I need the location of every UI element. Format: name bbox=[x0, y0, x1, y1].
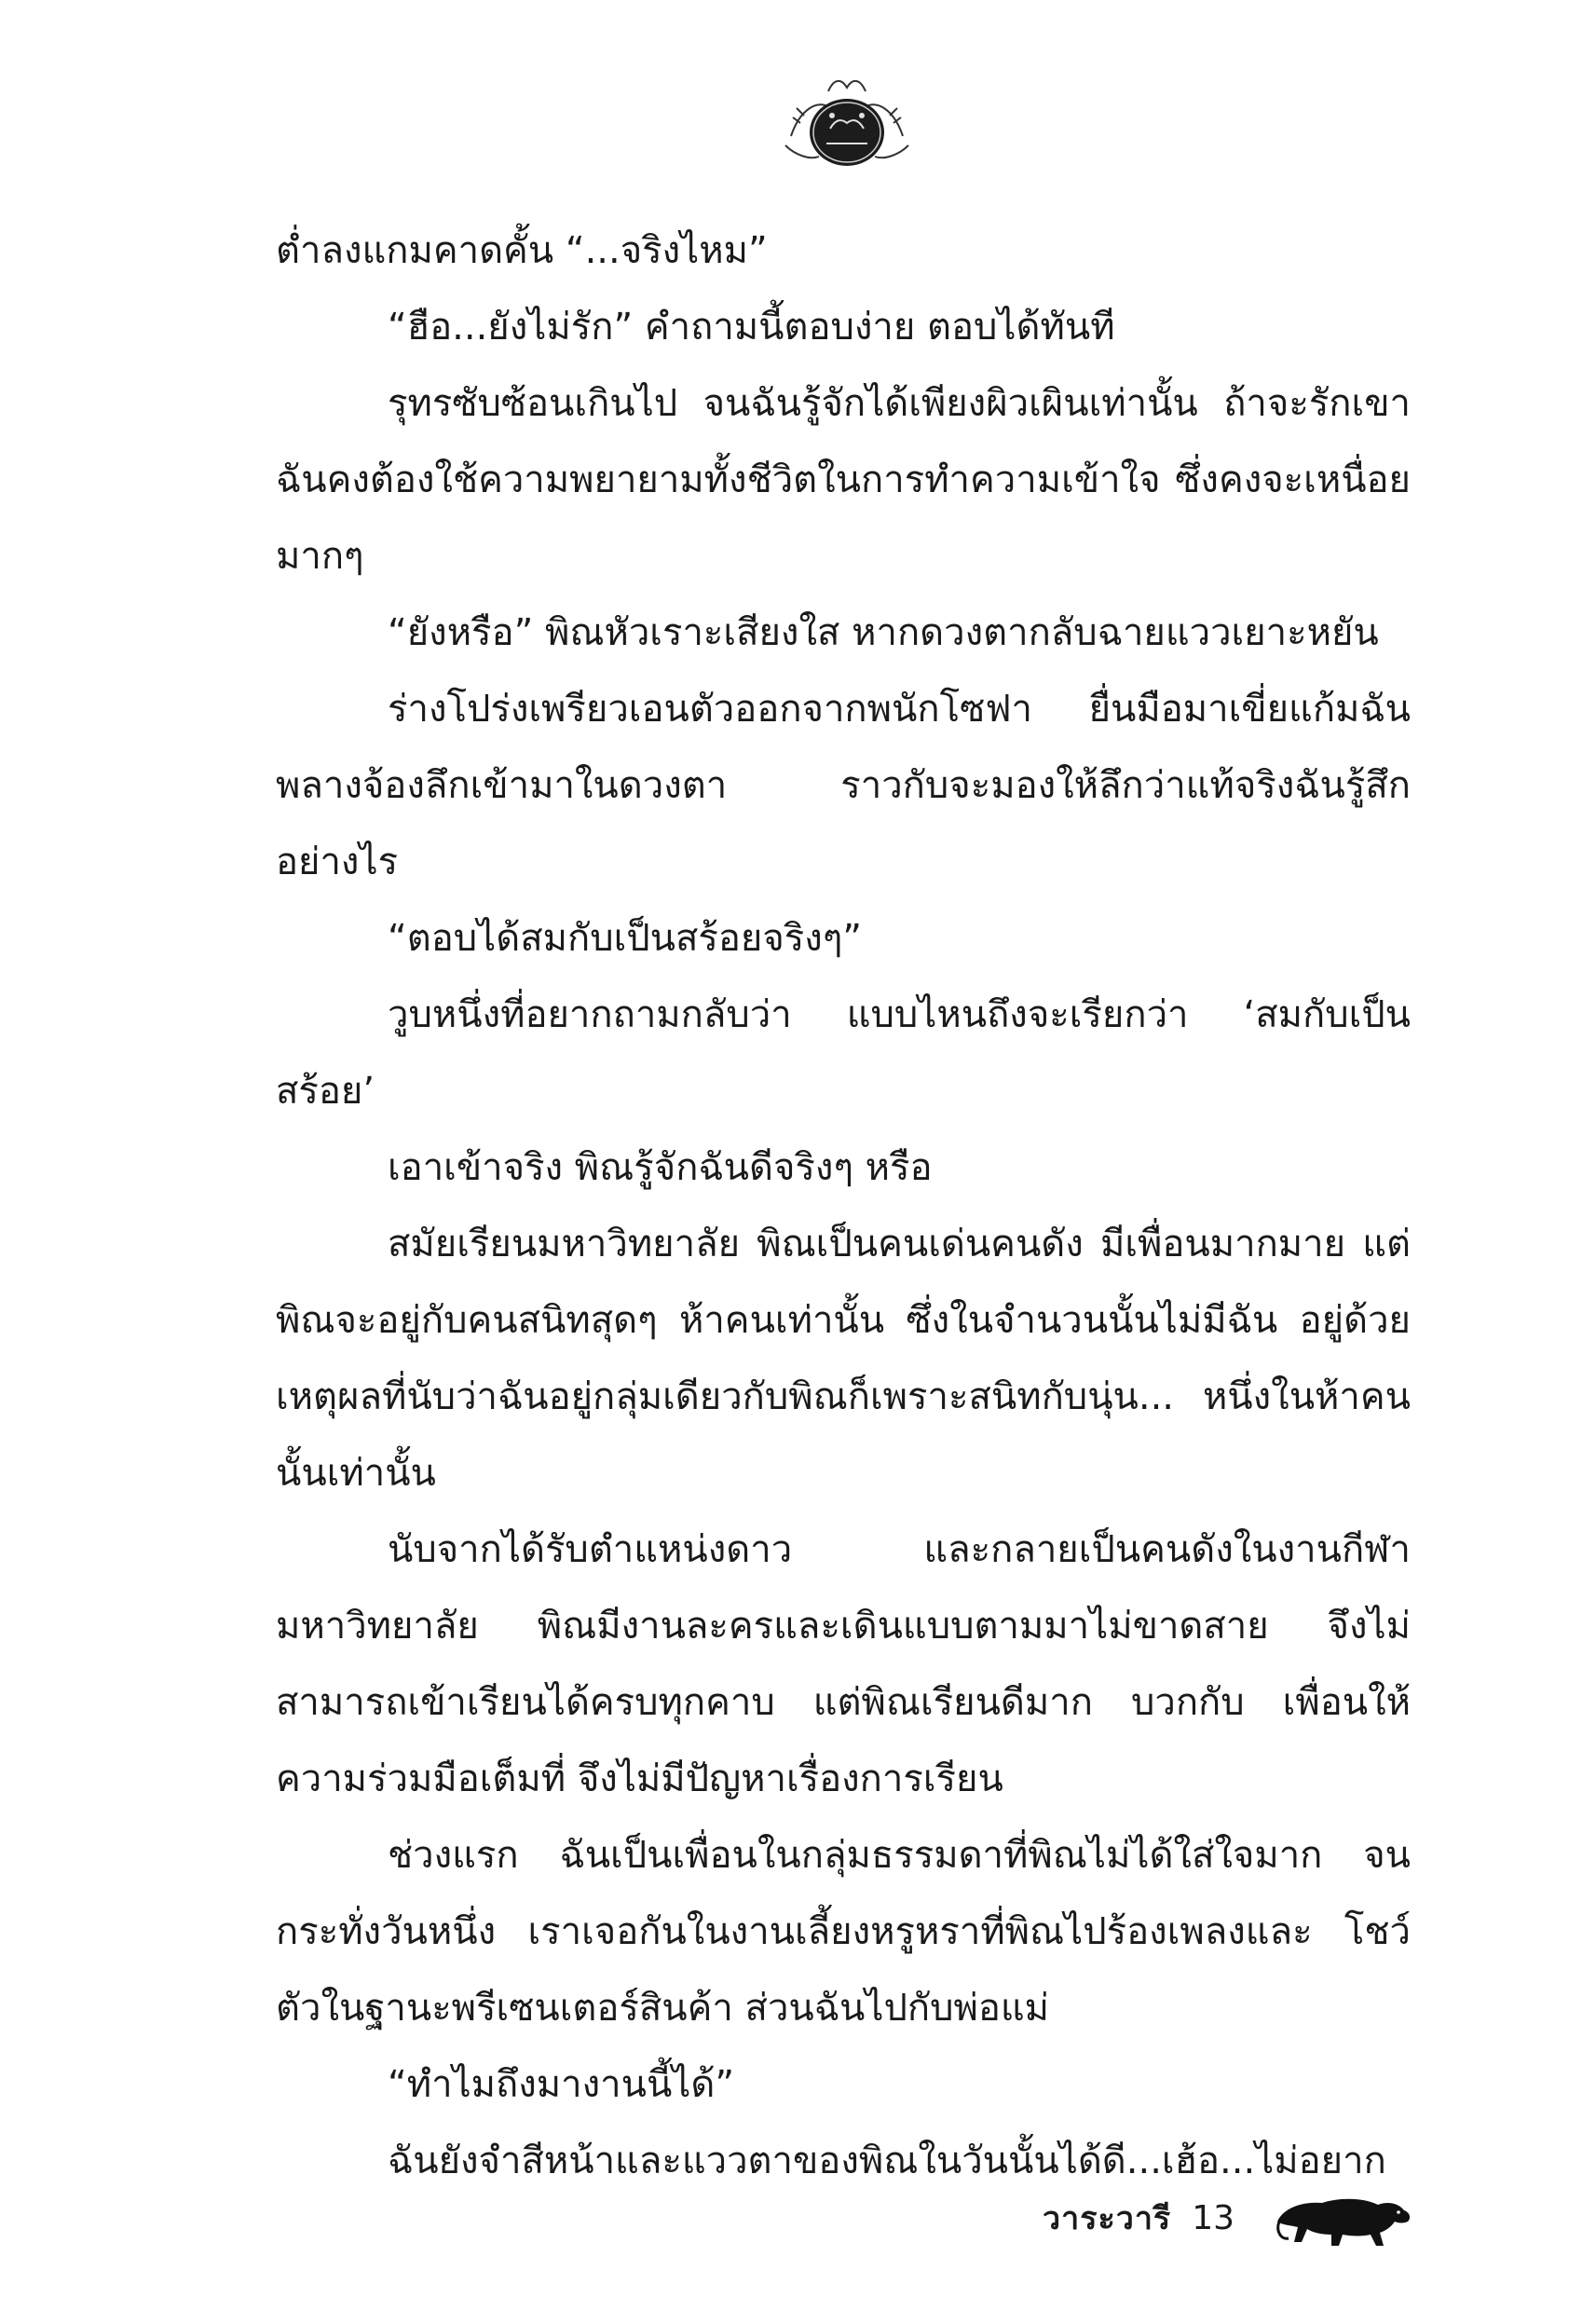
paragraph: รุทรซับซ้อนเกินไป จนฉันรู้จักได้เพียงผิวเผินเท่านั้น ถ้าจะรักเขา ฉันคงต้องใช้ความพยายามทั้งชีวิตในการทำความเข้าใจ ซึ่งคงจะเหนื่อย มากๆ bbox=[276, 382, 1411, 578]
paragraph: ร่างโปร่งเพรียวเอนตัวออกจากพนักโซฟา ยื่นมือมาเขี่ยแก้มฉัน พลางจ้องลึกเข้ามาในดวงตา ราวกับจะมองให้ลึกว่าแท้จริงฉันรู้สึก อย่างไร bbox=[276, 688, 1411, 883]
paragraph: เอาเข้าจริง พิณรู้จักฉันดีจริงๆ หรือ bbox=[388, 1146, 933, 1189]
paragraph: ช่วงแรก ฉันเป็นเพื่อนในกลุ่มธรรมดาที่พิณไม่ได้ใส่ใจมาก จนกระทั่งวันหนึ่ง เราเจอกันในงานเลี้ยงหรูหราที่พิณไปร้องเพลงและ โชว์ตัวในฐานะพรีเซนเตอร์สินค้า ส่วนฉันไปกับพ่อแม่ bbox=[276, 1834, 1411, 2030]
page-number: 13 bbox=[1192, 2198, 1235, 2237]
paragraph: นับจากได้รับตำแหน่งดาว และกลายเป็นคนดังในงานกีฬา มหาวิทยาลัย พิณมีงานละครและเดินแบบตามมาไม่ขาดสาย จึงไม่สามารถเข้าเรียนได้ครบทุกคาบ แต่พิณเรียนดีมาก บวกกับ เพื่อนให้ความร่วมมือเต็มที่ จึงไม่มีปัญหาเรื่องการเรียน bbox=[276, 1528, 1411, 1800]
book-title: วาระวารี bbox=[1043, 2200, 1172, 2237]
paragraph: สมัยเรียนมหาวิทยาลัย พิณเป็นคนเด่นคนดัง มีเพื่อนมากมาย แต่พิณจะอยู่กับคนสนิทสุดๆ ห้าคนเท่านั้น ซึ่งในจำนวนนั้นไม่มีฉัน อยู่ด้วย เหตุผลที่นับว่าฉันอยู่กลุ่มเดียวกับพิณก็เพราะสนิทกับนุ่น... หนึ่งในห้าคนนั้นเท่านั้น bbox=[276, 1223, 1411, 1495]
paragraph: “ทำไมถึงมางานนี้ได้” bbox=[388, 2063, 735, 2106]
ornamental-seal-icon bbox=[772, 71, 921, 173]
body-text bbox=[276, 212, 1411, 2199]
paragraph: ต่ำลงแกมคาดคั้น “...จริงไหม” bbox=[276, 229, 768, 272]
paragraph: วูบหนึ่งที่อยากถามกลับว่า แบบไหนถึงจะเรียกว่า ‘สมกับเป็น สร้อย’ bbox=[276, 993, 1411, 1113]
paragraph: ฉันยังจำสีหน้าและแววตาของพิณในวันนั้นได้ดี...เฮ้อ...ไม่อยาก bbox=[388, 2140, 1386, 2182]
paragraph: “ตอบได้สมกับเป็นสร้อยจริงๆ” bbox=[388, 917, 863, 960]
paragraph: “ยังหรือ” พิณหัวเราะเสียงใส หากดวงตากลับฉายแววเยาะหยัน bbox=[388, 611, 1379, 654]
panther-icon bbox=[1274, 2184, 1413, 2251]
page-footer bbox=[1043, 2181, 1413, 2255]
paragraph: “ฮือ...ยังไม่รัก” คำถามนี้ตอบง่าย ตอบได้ทันที bbox=[388, 306, 1115, 349]
